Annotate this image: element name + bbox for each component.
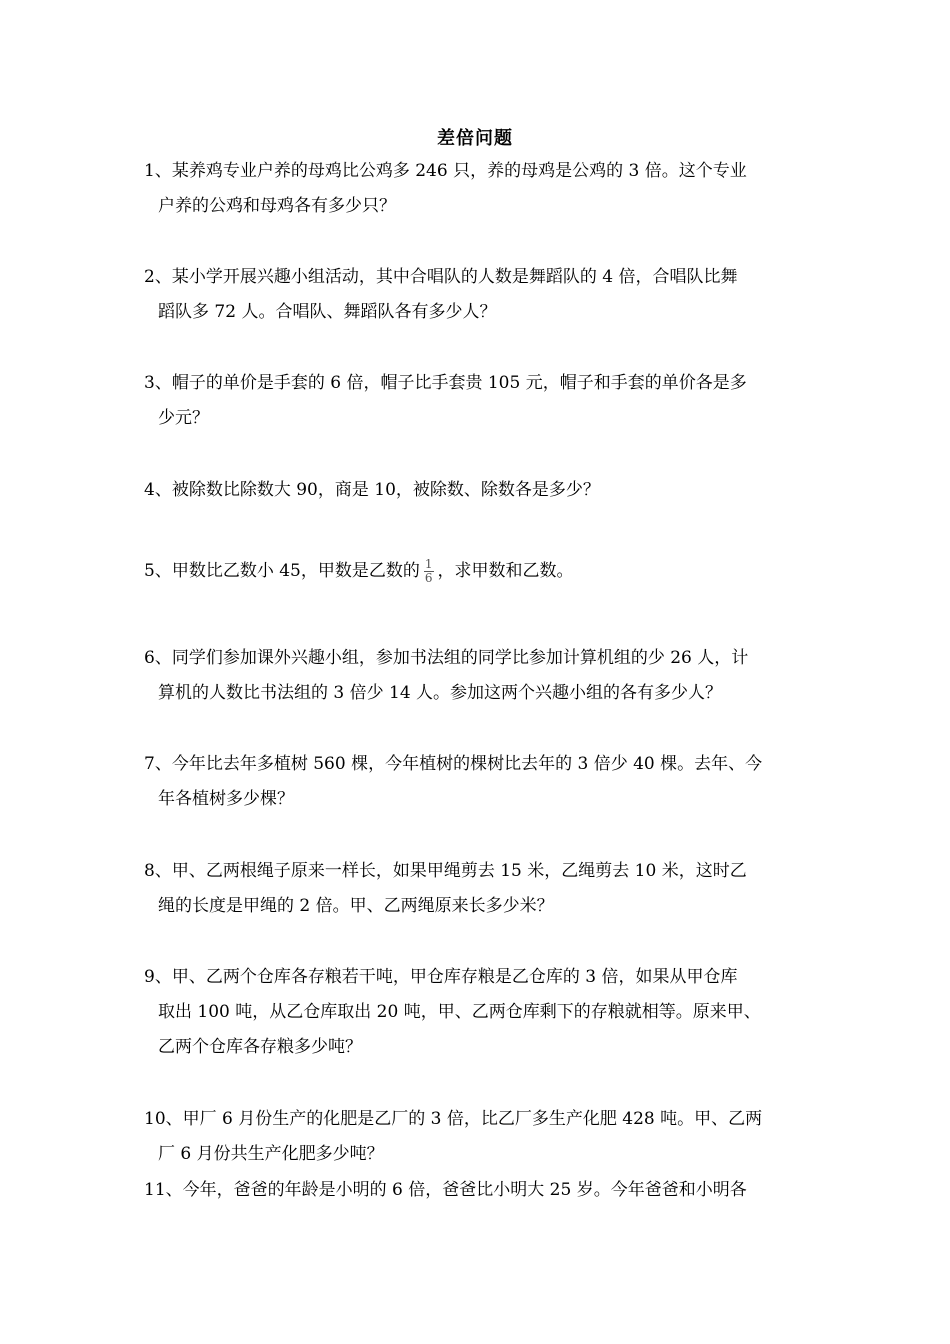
question-2 [144,260,810,330]
question-line: 6、同学们参加课外兴趣小组，参加书法组的同学比参加计算机组的少 26 人，计 [144,648,749,668]
question-text: ，求甲数和乙数。 [437,561,574,581]
question-line: 年各植树多少棵？ [158,789,294,809]
question-5 [144,554,810,589]
question-6 [144,641,810,711]
question-7 [144,747,810,817]
question-line: 7、今年比去年多植树 560 棵，今年植树的棵树比去年的 3 倍少 40 棵。去年、今 [144,754,763,774]
question-line: 3、帽子的单价是手套的 6 倍，帽子比手套贵 105 元，帽子和手套的单价各是多 [144,373,747,393]
question-8 [144,854,810,924]
question-9 [144,960,810,1065]
question-line: 户养的公鸡和母鸡各有多少只？ [158,196,396,216]
question-1 [144,154,810,224]
question-text: 5、甲数比乙数小 45，甲数是乙数的 [144,561,420,581]
question-line [144,554,810,589]
question-line: 11、今年，爸爸的年龄是小明的 6 倍，爸爸比小明大 25 岁。今年爸爸和小明各 [144,1180,747,1200]
question-3 [144,366,810,436]
question-line: 蹈队多 72 人。合唱队、舞蹈队各有多少人？ [158,302,497,322]
question-line: 1、某养鸡专业户养的母鸡比公鸡多 246 只，养的母鸡是公鸡的 3 倍。这个专业 [144,161,747,181]
fraction-numerator: 1 [424,557,433,571]
question-11 [144,1173,810,1208]
question-line: 绳的长度是甲绳的 2 倍。甲、乙两绳原来长多少米？ [158,896,554,916]
question-line: 8、甲、乙两根绳子原来一样长，如果甲绳剪去 15 米，乙绳剪去 10 米，这时乙 [144,861,747,881]
question-line: 算机的人数比书法组的 3 倍少 14 人。参加这两个兴趣小组的各有多少人？ [158,683,723,703]
question-line: 取出 100 吨，从乙仓库取出 20 吨，甲、乙两仓库剩下的存粮就相等。原来甲、 [158,1002,761,1022]
question-line: 9、甲、乙两个仓库各存粮若干吨，甲仓库存粮是乙仓库的 3 倍，如果从甲仓库 [144,967,738,987]
question-line: 10、甲厂 6 月份生产的化肥是乙厂的 3 倍，比乙厂多生产化肥 428 吨。甲、乙两 [144,1109,763,1129]
question-line: 2、某小学开展兴趣小组活动，其中合唱队的人数是舞蹈队的 4 倍，合唱队比舞 [144,267,738,287]
question-line: 少元？ [158,408,209,428]
question-10 [144,1102,810,1172]
fraction [424,558,434,585]
question-line: 4、被除数比除数大 90，商是 10，被除数、除数各是多少？ [144,480,600,500]
question-4 [144,473,810,508]
question-line: 厂 6 月份共生产化肥多少吨？ [158,1144,384,1164]
fraction-denominator: 6 [424,571,433,585]
page-title: 差倍问题 [437,128,513,149]
question-line: 乙两个仓库各存粮多少吨？ [158,1037,362,1057]
